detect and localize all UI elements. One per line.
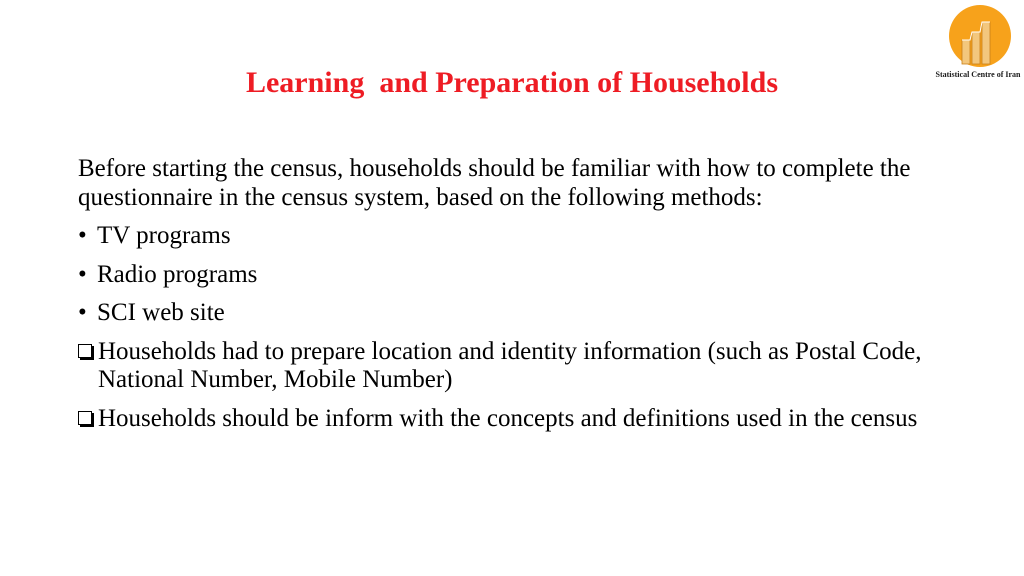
slide-title: Learning and Preparation of Households [245, 66, 779, 99]
bullet-icon: • [78, 260, 87, 288]
bullet-text: TV programs [97, 222, 231, 249]
logo-caption: Statistical Centre of Iran [935, 70, 1021, 79]
list-item [78, 222, 958, 251]
checkbox-item-text: Households should be inform with the concepts and definitions used in the census [98, 404, 918, 432]
bullet-icon: • [78, 222, 87, 249]
bullet-icon: • [78, 299, 87, 326]
slide-body [78, 155, 958, 443]
checkbox-item [78, 405, 958, 434]
bullet-text: SCI web site [97, 299, 225, 326]
checkbox-icon [78, 405, 98, 434]
checkbox-item-text: Households had to prepare location and identity information (such as Postal Code, National Number, Mobile Number) [98, 337, 922, 393]
sci-logo-icon [948, 4, 1012, 68]
list-item [78, 299, 958, 328]
intro-paragraph: Before starting the census, households should be familiar with how to complete the questionnaire in the census system, based on the following methods: [78, 155, 911, 211]
checkbox-item [78, 338, 958, 395]
checkbox-icon [78, 338, 98, 395]
bullet-text: Radio programs [97, 260, 258, 288]
list-item [78, 261, 958, 290]
